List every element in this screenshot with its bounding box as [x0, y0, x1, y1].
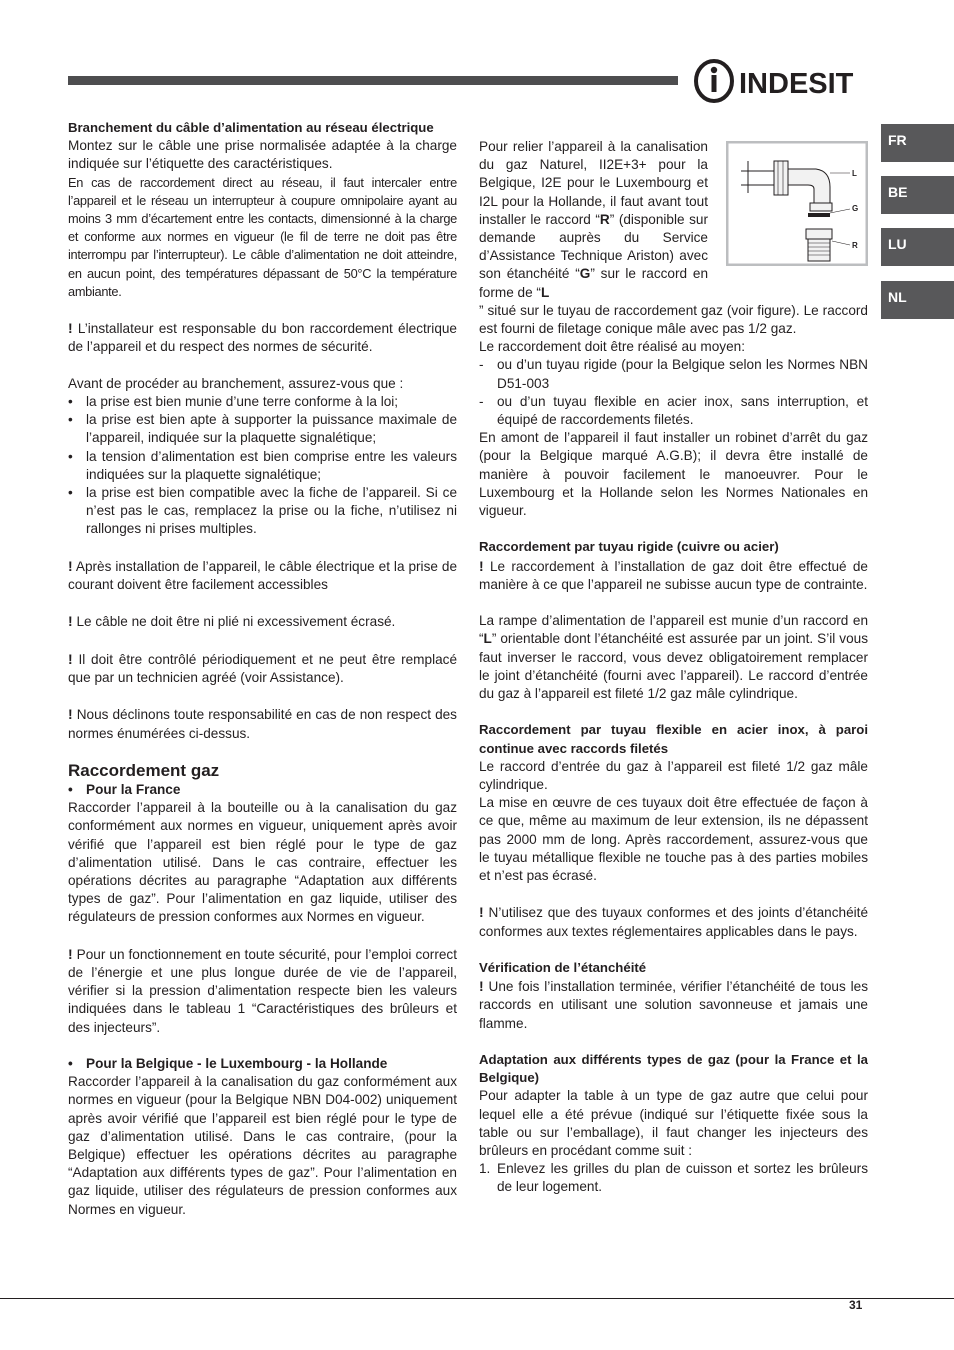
- heading-gas: Raccordement gaz: [68, 761, 220, 780]
- warning-icon: !: [68, 320, 73, 337]
- svg-text:R: R: [852, 241, 858, 250]
- subheading-france: • Pour la France: [68, 782, 181, 797]
- warning-icon: !: [68, 706, 73, 723]
- paragraph: Avant de procéder au branchement, assurez-vous que :: [68, 375, 404, 391]
- list-item: 1. Enlevez les grilles du plan de cuisson et sortez les brûleurs de leur logement.: [479, 1161, 868, 1195]
- left-column: [68, 119, 457, 1219]
- paragraph: En cas de raccordement direct au réseau, il faut intercaler entre l’appareil et le réseau un interrupteur à coupure omnipolaire ayant au moins 3 mm d’écartement entre les contacts, dimensionné à la charge et conforme aux normes en vigueur (le fil de terre ne doit pas être interrompu par l’interrupteur). Le câble d’alimentation ne doit atteindre, en aucun point, des températures dépassant de 50°C la température ambiante.: [68, 174, 457, 299]
- lang-tab-fr[interactable]: FR: [881, 124, 954, 162]
- lang-tab-be[interactable]: BE: [881, 176, 954, 214]
- heading-rigid: Raccordement par tuyau rigide (cuivre ou acier): [479, 539, 779, 555]
- warning-paragraph: ! Une fois l’installation terminée, vérifier l’étanchéité de tous les raccords en utilisant une solution savonneuse et jamais une flamme.: [479, 978, 868, 1031]
- warning-paragraph: ! Pour un fonctionnement en toute sécurité, pour l’emploi correct de l’énergie et une plus longue durée de vie de l’appareil, vérifier si la pression d’alimentation respecte bien les valeurs indiquées dans le tableau 1 “Caractéristiques des brûleurs et des injecteurs”.: [68, 945, 457, 1035]
- warning-icon: !: [68, 650, 73, 667]
- list-item: • la prise est bien apte à supporter la puissance maximale de l’appareil, indiquée sur la plaquette signalétique;: [68, 412, 457, 446]
- svg-text:INDESIT: INDESIT: [739, 68, 854, 100]
- paragraph: La rampe d’alimentation de l’appareil est munie d’un raccord en “L” orientable dont l’étanchéité est assurée par un joint. S’il vous faut inverser le raccord, vous devez obligatoirement remplacer le joint d’étanchéité (fourni avec l’appareil). Le raccord d’entrée du gaz à l’appareil est fileté 1/2 gaz mâle cylindrique.: [479, 613, 868, 702]
- bullet-list: [68, 393, 457, 539]
- right-column: [479, 138, 868, 1197]
- list-item: • la prise est bien munie d’une terre conforme à la loi;: [68, 394, 399, 410]
- subheading-belgium: • Pour la Belgique - le Luxembourg - la Hollande: [68, 1056, 388, 1072]
- list-item: • la prise est bien compatible avec la fiche de l’appareil. Si ce n’est pas le cas, remplacez la prise ou la fiche, n’utilisez ni rallonges ni prises multiples.: [68, 485, 457, 537]
- warning-paragraph: ! Le raccordement à l’installation de gaz doit être effectué de manière à ce que l’appareil ne subisse aucun type de contrainte.: [479, 557, 868, 592]
- list-item: • la tension d’alimentation est bien comprise entre les valeurs indiquées sur la plaquette signalétique;: [68, 448, 457, 482]
- heading-electrical: Branchement du câble d’alimentation au réseau électrique: [68, 120, 434, 135]
- svg-text:L: L: [852, 169, 857, 178]
- list-item: - ou d’un tuyau flexible en acier inox, sans interruption, et équipé de raccordements filetés.: [479, 393, 868, 428]
- heading-adaptation: Adaptation aux différents types de gaz (pour la France et la Belgique): [479, 1052, 868, 1086]
- warning-icon: !: [68, 945, 73, 962]
- page-number: 31: [849, 1298, 863, 1312]
- footer-rule: [0, 1298, 954, 1299]
- warning-paragraph: ! Nous déclinons toute responsabilité en cas de non respect des normes énumérées ci-dessus.: [68, 706, 457, 741]
- warning-icon: !: [479, 557, 484, 574]
- warning-paragraph: ! Le câble ne doit être ni plié ni excessivement écrasé.: [68, 613, 396, 630]
- warning-icon: !: [68, 557, 73, 574]
- warning-paragraph: ! N’utilisez que des tuyaux conformes et des joints d’étanchéité conformes aux textes réglementaires applicables dans le pays.: [479, 904, 869, 939]
- paragraph: Pour relier l’appareil à la canalisation du gaz Naturel, II2E+3+ pour la Belgique, I2E pour le Luxembourg et I2L pour la Hollande, il faut avant tout installer le raccord “R” (disponible sur demande auprès du Service d’Assistance Technique Ariston) avec son étanchéité “G” sur le raccord en forme de “L: [479, 139, 708, 300]
- header-rule: [68, 76, 678, 85]
- indesit-logo: [692, 58, 872, 108]
- warning-paragraph: ! L’installateur est responsable du bon raccordement électrique de l’appareil et du respect des normes de sécurité.: [68, 320, 457, 355]
- paragraph: Raccorder l’appareil à la bouteille ou à la canalisation du gaz conformément aux normes en vigueur, uniquement après avoir vérifié que l’appareil est bien réglé pour le type de gaz d’alimentation utilisé. Dans le cas contraire, effectuer les opérations décrites au paragraphe “Adaptation aux différents types de gaz”. Pour l’alimentation en gaz liquide, utiliser des régulateurs de pression conformes aux Normes en vigueur.: [68, 800, 457, 925]
- paragraph: Le raccordement doit être réalisé au moyen:: [479, 339, 745, 355]
- paragraph: Montez sur le câble une prise normalisée adaptée à la charge indiquée sur l’étiquette des caractéristiques.: [68, 138, 457, 172]
- svg-text:G: G: [852, 204, 859, 213]
- heading-verification: Vérification de l’étanchéité: [479, 960, 647, 976]
- paragraph: En amont de l’appareil il faut installer un robinet d’arrêt du gaz (pour la Belgique marqué A.G.B); il devra être installé de manière à pouvoir facilement le manoeuvrer. Pour le Luxembourg et la Hollande selon les Normes Nationales en vigueur.: [479, 430, 868, 519]
- paragraph: Raccorder l’appareil à la canalisation du gaz conformément aux normes en vigueur (pour la Belgique NBN D04-002) uniquement après avoir vérifié que l’appareil est bien réglé pour le type de gaz d’alimentation utilisé. Dans le cas contraire, (pour la Belgique) effectuer les opérations décrites au paragraphe “Adaptation aux différents types de gaz”. Pour l’alimentation en gaz liquide, utiliser des régulateurs de pression conformes aux Normes en vigueur.: [68, 1074, 457, 1217]
- lang-tab-nl[interactable]: NL: [881, 281, 954, 319]
- paragraph: Pour adapter la table à un type de gaz autre que celui pour lequel elle a été prévue (indiqué sur l’étiquette fixée sous la table ou sur l’emballage), il faut changer les injecteurs des brûleurs en procédant comme suit :: [479, 1088, 868, 1159]
- warning-icon: !: [479, 904, 484, 921]
- paragraph: La mise en œuvre de ces tuyaux doit être effectuée de façon à ce que, même au maximum de leur extension, ils ne dépassent pas 2000 mm de long. Après raccordement, assurez-vous que le tuyau métallique flexible ne touche pas à des parties mobiles et n’est pas écrasé.: [479, 795, 868, 884]
- intro-narrow: [479, 138, 708, 302]
- lang-tab-lu[interactable]: LU: [881, 228, 954, 266]
- warning-icon: !: [68, 613, 73, 630]
- heading-flexible: Raccordement par tuyau flexible en acier inox, à paroi continue avec raccords filetés: [479, 722, 868, 756]
- paragraph: Le raccord d’entrée du gaz à l’appareil est fileté 1/2 gaz mâle cylindrique.: [479, 758, 868, 793]
- warning-icon: !: [479, 978, 484, 995]
- list-item: - ou d’un tuyau rigide (pour la Belgique selon les Normes NBN D51-003: [479, 357, 868, 391]
- warning-paragraph: ! Après installation de l’appareil, le câble électrique et la prise de courant doivent être facilement accessibles: [68, 557, 458, 593]
- warning-paragraph: ! Il doit être contrôlé périodiquement et ne peut être remplacé que par un technicien agréé (voir Assistance).: [68, 650, 457, 686]
- paragraph: ” situé sur le tuyau de raccordement gaz (voir figure). Le raccord est fourni de filetage conique mâle avec pas 1/2 gaz.: [479, 302, 868, 337]
